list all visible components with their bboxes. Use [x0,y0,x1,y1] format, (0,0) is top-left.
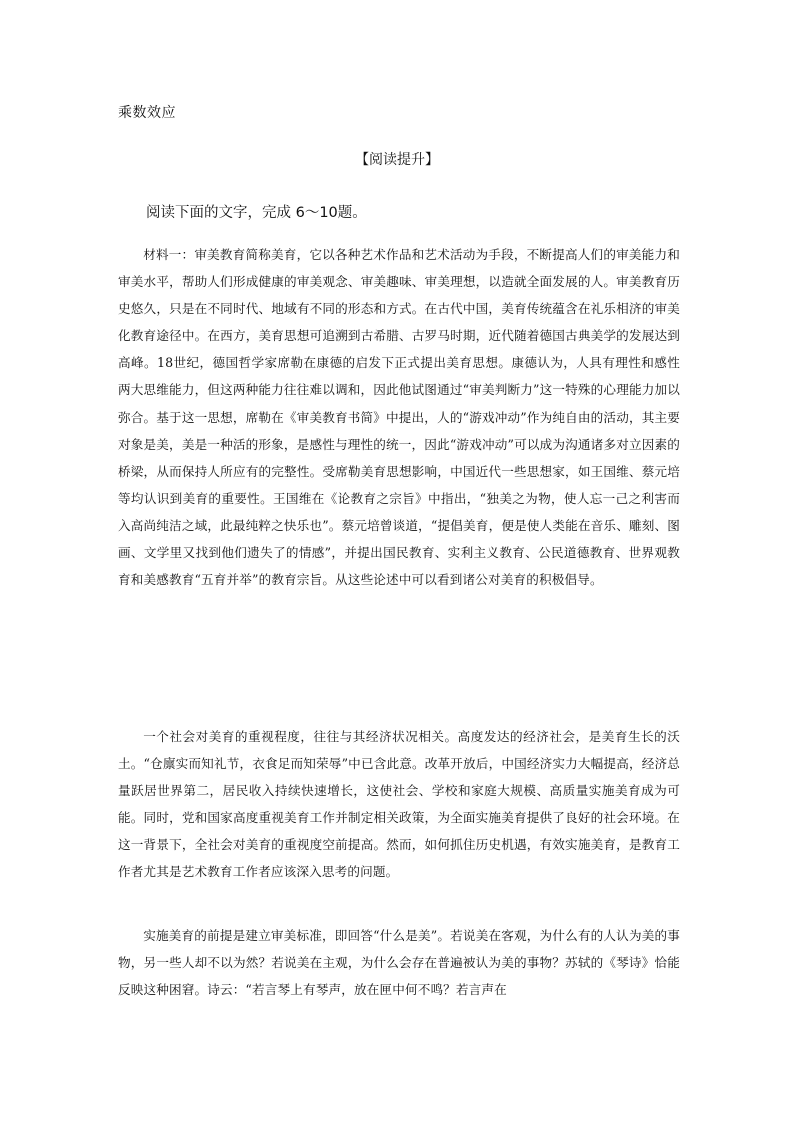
paragraph-aesthetic-standard: 实施美育的前提是建立审美标准，即回答“什么是美”。若说美在客观，为什么有的人认为美的事物，另一些人却不以为然？若说美在主观，为什么会存在普遍被认为美的事物？苏轼的《琴诗》恰能反映这种困窘。诗云：“若言琴上有琴声，放在匣中何不鸣？若言声在 [118,928,680,998]
paragraph-material-one: 材料一：审美教育简称美育，它以各种艺术作品和艺术活动为手段，不断提高人们的审美能力和审美水平，帮助人们形成健康的审美观念、审美趣味、审美理想，以造就全面发展的人。审美教育历史悠久，只是在不同时代、地域有不同的形态和方式。在古代中国，美育传统蕴含在礼乐相济的审美化教育途径中。在西方，美育思想可追溯到古希腊、古罗马时期，近代随着德国古典美学的发展达到高峰。18世纪，德国哲学家席勒在康德的启发下正式提出美育思想。康德认为，人具有理性和感性两大思维能力，但这两种能力往往难以调和，因此他试图通过“审美判断力”这一特殊的心理能力加以弥合。基于这一思想，席勒在《审美教育书简》中提出，人的“游戏冲动”作为纯自由的活动，其主要对象是美，美是一种活的形象，是感性与理性的统一，因此“游戏冲动”可以成为沟通诸多对立因素的桥梁，从而保持人所应有的完整性。受席勒美育思想影响，中国近代一些思想家，如王国维、蔡元培等均认识到美育的重要性。王国维在《论教育之宗旨》中指出，“独美之为物，使人忘一己之利害而入高尚纯洁之域，此最纯粹之快乐也”。蔡元培曾谈道，“提倡美育，便是使人类能在音乐、雕刻、图画、文学里又找到他们遗失了的情感”，并提出国民教育、实利主义教育、公民道德教育、世界观教育和美感教育“五育并举”的教育宗旨。从这些论述中可以看到诸公对美育的积极倡导。 [118,247,680,588]
section-heading: 【阅读提升】 [355,152,439,168]
reading-instruction: 阅读下面的文字，完成 6～10题。 [146,205,367,221]
document-title: 乘数效应 [118,105,176,121]
paragraph-economy: 一个社会对美育的重视程度，往往与其经济状况相关。高度发达的经济社会，是美育生长的沃土。“仓廪实而知礼节，衣食足而知荣辱”中已含此意。改革开放后，中国经济实力大幅提高，经济总量跃居世界第二，居民收入持续快速增长，这使社会、学校和家庭大规模、高质量实施美育成为可能。同时，党和国家高度重视美育工作并制定相关政策，为全面实施美育提供了良好的社会环境。在这一背景下，全社会对美育的重视度空前提高。然而，如何抓住历史机遇，有效实施美育，是教育工作者尤其是艺术教育工作者应该深入思考的问题。 [118,729,680,880]
